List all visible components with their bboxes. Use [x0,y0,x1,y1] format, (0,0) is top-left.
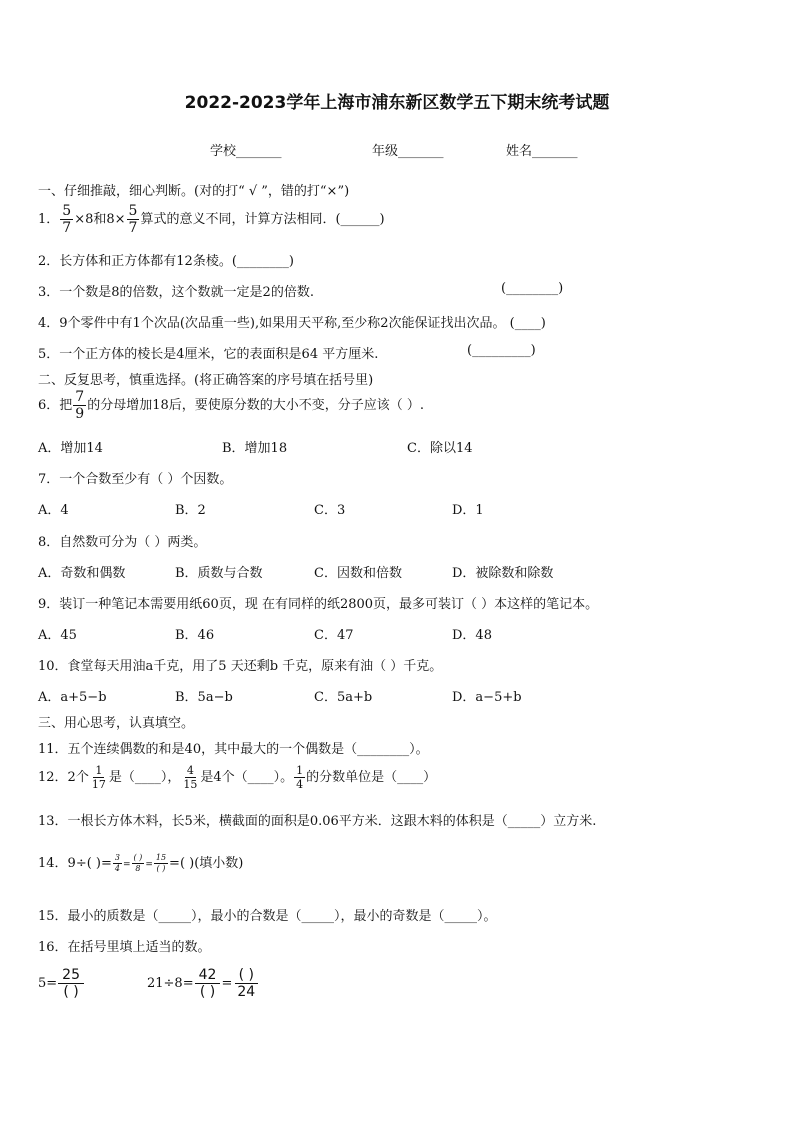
question-13: 13．一根长方体木料，长5米，横截面的面积是0.06平方米．这跟木料的体积是（_____）立方米. [38,814,597,829]
q6-option-a: A．增加14 [38,441,103,456]
fraction: $\frac{25}{( )}$ [58,968,84,999]
fraction: $\frac{1}{17}$ [91,764,106,791]
fraction: $\frac{5}{7}$ [128,203,138,236]
question-7: 7．一个合数至少有（ ）个因数。 [38,472,233,487]
question-6: 6．把 $\frac{7}{9}$ 的分母增加18后，要使原分数的大小不变，分子应该（ ）. [38,389,425,422]
q7-option-b: B．2 [175,503,206,518]
section-3-heading: 三、用心思考，认真填空。 [38,716,195,731]
fraction: $\frac{42}{( )}$ [195,968,221,999]
fraction: $\frac{3}{4}$ [114,853,120,873]
q6-option-b: B．增加18 [222,441,288,456]
question-14: 14．9÷( )= $\frac{3}{4}$ = $\frac{( )}{8}$ = $\frac{15}{( )}$ =( )(填小数) [38,853,244,873]
q9-option-d: D．48 [452,628,492,643]
question-11: 11．五个连续偶数的和是40，其中最大的一个偶数是（________）。 [38,742,429,757]
q7-option-d: D．1 [452,503,484,518]
q10-option-b: B．5a−b [175,690,233,705]
fraction: $\frac{1}{4}$ [296,764,304,791]
question-8: 8．自然数可分为（ ）两类。 [38,535,207,550]
q6-option-c: C．除以14 [407,441,473,456]
q10-option-c: C．5a+b [314,690,373,705]
fraction: $\frac{7}{9}$ [75,389,85,422]
section-1-heading: 一、仔细推敲，细心判断。(对的打“ √ ”，错的打“×”) [38,184,350,199]
question-1: 1． $\frac{5}{7}$ ×8和8× $\frac{5}{7}$ 算式的意义不同，计算方法相同．(______) [38,203,385,236]
question-12: 12．2个 $\frac{1}{17}$ 是（____）， $\frac{4}{15}$ 是4个（____）。 $\frac{1}{4}$ 的分数单位是（____） [38,764,437,791]
q16-part-a: 5= $\frac{25}{( )}$ [38,968,85,999]
q10-option-d: D．a−5+b [452,690,522,705]
question-5-blank: (_________) [467,343,536,358]
fraction: $\frac{15}{( )}$ [155,853,167,873]
q10-option-a: A．a+5−b [38,690,107,705]
grade-field: 年级_______ [372,144,444,159]
fraction: $\frac{( )}{24}$ [233,968,259,999]
q7-option-a: A．4 [38,503,69,518]
q9-option-a: A．45 [38,628,77,643]
page-title: 2022-2023学年上海市浦东新区数学五下期末统考试题 [184,93,610,113]
name-field: 姓名_______ [506,144,578,159]
question-2: 2．长方体和正方体都有12条棱。(________) [38,254,294,269]
question-3: 3．一个数是8的倍数，这个数就一定是2的倍数. [38,285,314,300]
question-9: 9．装订一种笔记本需要用纸60页，现 在有同样的纸2800页，最多可装订（ ）本这样的笔记本。 [38,597,599,612]
question-16: 16．在括号里填上适当的数。 [38,940,211,955]
question-10: 10．食堂每天用油a千克，用了5 天还剩b 千克，原来有油（ ）千克。 [38,659,443,674]
section-2-heading: 二、反复思考，慎重选择。(将正确答案的序号填在括号里) [38,373,374,388]
question-4: 4．9个零件中有1个次品(次品重一些),如果用天平称,至少称2次能保证找出次品。 (____) [38,316,546,331]
fraction: $\frac{( )}{8}$ [133,853,143,873]
q8-option-a: A．奇数和偶数 [38,566,126,581]
q8-option-d: D．被除数和除数 [452,566,554,581]
question-15: 15．最小的质数是（_____），最小的合数是（_____），最小的奇数是（_____）。 [38,909,497,924]
question-3-blank: (________) [501,281,564,296]
fraction: $\frac{5}{7}$ [62,203,72,236]
q16-part-b: 21÷8= $\frac{42}{( )}$ = $\frac{( )}{24}$ [147,968,260,999]
q7-option-c: C．3 [314,503,346,518]
q8-option-c: C．因数和倍数 [314,566,402,581]
school-field: 学校_______ [210,144,282,159]
q8-option-b: B．质数与合数 [175,566,263,581]
q9-option-b: B．46 [175,628,215,643]
q9-option-c: C．47 [314,628,354,643]
fraction: $\frac{4}{15}$ [183,764,198,791]
question-5: 5．一个正方体的棱长是4厘米，它的表面积是64 平方厘米. [38,347,379,362]
